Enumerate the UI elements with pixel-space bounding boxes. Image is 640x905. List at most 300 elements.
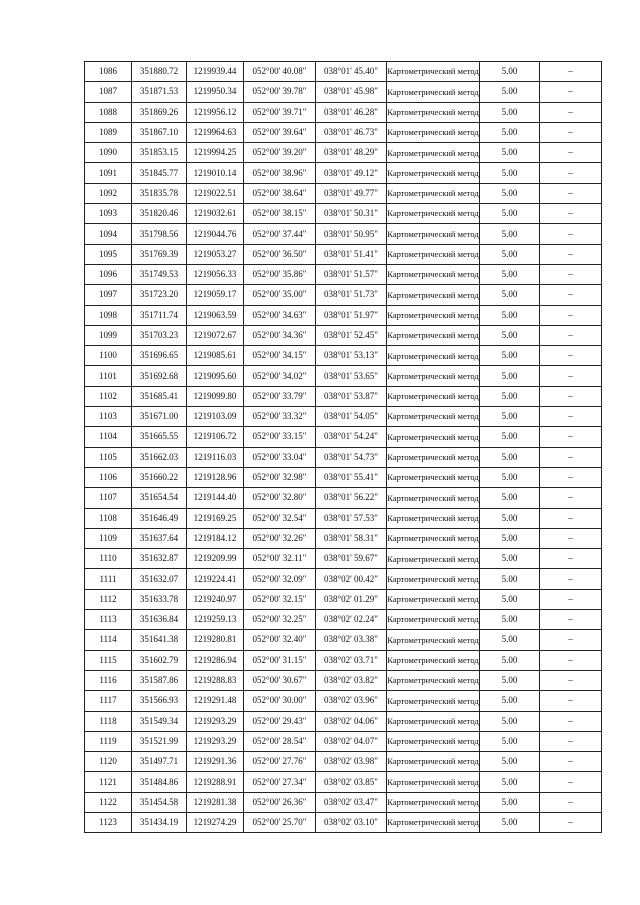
point-number-cell: 1101 bbox=[85, 366, 132, 386]
point-number-cell: 1118 bbox=[85, 711, 132, 731]
table-row bbox=[85, 488, 602, 508]
table-row bbox=[85, 752, 602, 772]
latitude-cell: 052°00' 31.15" bbox=[244, 650, 316, 670]
method-cell: Картометрический метод bbox=[387, 244, 480, 264]
coord-x-cell: 351633.78 bbox=[132, 589, 187, 609]
latitude-cell: 052°00' 30.67" bbox=[244, 670, 316, 690]
method-cell: Картометрический метод bbox=[387, 589, 480, 609]
table-row bbox=[85, 528, 602, 548]
table-row bbox=[85, 467, 602, 487]
point-number-cell: 1120 bbox=[85, 752, 132, 772]
note-cell: – bbox=[540, 569, 602, 589]
latitude-cell: 052°00' 35.00" bbox=[244, 285, 316, 305]
point-number-cell: 1105 bbox=[85, 447, 132, 467]
point-number-cell: 1110 bbox=[85, 549, 132, 569]
latitude-cell: 052°00' 37.44" bbox=[244, 224, 316, 244]
coord-x-cell: 351632.87 bbox=[132, 549, 187, 569]
note-cell: – bbox=[540, 102, 602, 122]
coord-y-cell: 1219072.67 bbox=[187, 325, 244, 345]
accuracy-cell: 5.00 bbox=[480, 467, 540, 487]
accuracy-cell: 5.00 bbox=[480, 508, 540, 528]
coord-x-cell: 351845.77 bbox=[132, 163, 187, 183]
table-row bbox=[85, 427, 602, 447]
note-cell: – bbox=[540, 407, 602, 427]
longitude-cell: 038°02' 03.47" bbox=[316, 792, 387, 812]
coord-x-cell: 351835.78 bbox=[132, 183, 187, 203]
accuracy-cell: 5.00 bbox=[480, 549, 540, 569]
coord-x-cell: 351636.84 bbox=[132, 610, 187, 630]
coord-y-cell: 1219116.03 bbox=[187, 447, 244, 467]
point-number-cell: 1119 bbox=[85, 731, 132, 751]
latitude-cell: 052°00' 32.40" bbox=[244, 630, 316, 650]
longitude-cell: 038°02' 03.82" bbox=[316, 670, 387, 690]
table-row bbox=[85, 630, 602, 650]
note-cell: – bbox=[540, 549, 602, 569]
note-cell: – bbox=[540, 386, 602, 406]
coord-y-cell: 1219964.63 bbox=[187, 122, 244, 142]
coord-x-cell: 351869.26 bbox=[132, 102, 187, 122]
note-cell: – bbox=[540, 163, 602, 183]
latitude-cell: 052°00' 33.32" bbox=[244, 407, 316, 427]
point-number-cell: 1090 bbox=[85, 143, 132, 163]
longitude-cell: 038°01' 57.53" bbox=[316, 508, 387, 528]
coord-y-cell: 1219259.13 bbox=[187, 610, 244, 630]
latitude-cell: 052°00' 38.96" bbox=[244, 163, 316, 183]
note-cell: – bbox=[540, 346, 602, 366]
accuracy-cell: 5.00 bbox=[480, 285, 540, 305]
coord-x-cell: 351880.72 bbox=[132, 62, 187, 82]
longitude-cell: 038°02' 04.07" bbox=[316, 731, 387, 751]
accuracy-cell: 5.00 bbox=[480, 224, 540, 244]
note-cell: – bbox=[540, 62, 602, 82]
point-number-cell: 1086 bbox=[85, 62, 132, 82]
note-cell: – bbox=[540, 812, 602, 832]
point-number-cell: 1104 bbox=[85, 427, 132, 447]
coord-x-cell: 351662.03 bbox=[132, 447, 187, 467]
longitude-cell: 038°01' 51.73" bbox=[316, 285, 387, 305]
point-number-cell: 1121 bbox=[85, 772, 132, 792]
note-cell: – bbox=[540, 772, 602, 792]
coordinates-table-body bbox=[85, 62, 602, 833]
longitude-cell: 038°02' 00.42" bbox=[316, 569, 387, 589]
coord-y-cell: 1219095.60 bbox=[187, 366, 244, 386]
longitude-cell: 038°01' 49.12" bbox=[316, 163, 387, 183]
method-cell: Картометрический метод bbox=[387, 812, 480, 832]
table-row bbox=[85, 82, 602, 102]
table-row bbox=[85, 163, 602, 183]
longitude-cell: 038°01' 54.24" bbox=[316, 427, 387, 447]
accuracy-cell: 5.00 bbox=[480, 366, 540, 386]
coord-x-cell: 351549.34 bbox=[132, 711, 187, 731]
coord-x-cell: 351867.10 bbox=[132, 122, 187, 142]
longitude-cell: 038°01' 54.73" bbox=[316, 447, 387, 467]
note-cell: – bbox=[540, 366, 602, 386]
note-cell: – bbox=[540, 82, 602, 102]
note-cell: – bbox=[540, 792, 602, 812]
coord-y-cell: 1219010.14 bbox=[187, 163, 244, 183]
method-cell: Картометрический метод bbox=[387, 752, 480, 772]
latitude-cell: 052°00' 29.43" bbox=[244, 711, 316, 731]
note-cell: – bbox=[540, 244, 602, 264]
note-cell: – bbox=[540, 204, 602, 224]
coord-y-cell: 1219291.48 bbox=[187, 691, 244, 711]
coord-y-cell: 1219032.61 bbox=[187, 204, 244, 224]
method-cell: Картометрический метод bbox=[387, 549, 480, 569]
accuracy-cell: 5.00 bbox=[480, 772, 540, 792]
method-cell: Картометрический метод bbox=[387, 630, 480, 650]
method-cell: Картометрический метод bbox=[387, 102, 480, 122]
latitude-cell: 052°00' 33.04" bbox=[244, 447, 316, 467]
longitude-cell: 038°02' 03.71" bbox=[316, 650, 387, 670]
latitude-cell: 052°00' 36.50" bbox=[244, 244, 316, 264]
note-cell: – bbox=[540, 589, 602, 609]
table-row bbox=[85, 731, 602, 751]
accuracy-cell: 5.00 bbox=[480, 62, 540, 82]
longitude-cell: 038°01' 46.28" bbox=[316, 102, 387, 122]
latitude-cell: 052°00' 38.15" bbox=[244, 204, 316, 224]
point-number-cell: 1103 bbox=[85, 407, 132, 427]
accuracy-cell: 5.00 bbox=[480, 264, 540, 284]
latitude-cell: 052°00' 32.15" bbox=[244, 589, 316, 609]
coord-y-cell: 1219085.61 bbox=[187, 346, 244, 366]
note-cell: – bbox=[540, 731, 602, 751]
longitude-cell: 038°01' 48.29" bbox=[316, 143, 387, 163]
latitude-cell: 052°00' 30.00" bbox=[244, 691, 316, 711]
longitude-cell: 038°01' 51.97" bbox=[316, 305, 387, 325]
coord-y-cell: 1219128.96 bbox=[187, 467, 244, 487]
coord-y-cell: 1219063.59 bbox=[187, 305, 244, 325]
point-number-cell: 1107 bbox=[85, 488, 132, 508]
coord-y-cell: 1219106.72 bbox=[187, 427, 244, 447]
longitude-cell: 038°01' 49.77" bbox=[316, 183, 387, 203]
coord-x-cell: 351587.86 bbox=[132, 670, 187, 690]
coord-y-cell: 1219184.12 bbox=[187, 528, 244, 548]
table-row bbox=[85, 812, 602, 832]
method-cell: Картометрический метод bbox=[387, 569, 480, 589]
coord-y-cell: 1219053.27 bbox=[187, 244, 244, 264]
coord-x-cell: 351434.19 bbox=[132, 812, 187, 832]
note-cell: – bbox=[540, 752, 602, 772]
coord-x-cell: 351703.23 bbox=[132, 325, 187, 345]
note-cell: – bbox=[540, 670, 602, 690]
table-row bbox=[85, 386, 602, 406]
coord-y-cell: 1219240.97 bbox=[187, 589, 244, 609]
coord-y-cell: 1219939.44 bbox=[187, 62, 244, 82]
coord-y-cell: 1219288.91 bbox=[187, 772, 244, 792]
coord-x-cell: 351602.79 bbox=[132, 650, 187, 670]
note-cell: – bbox=[540, 610, 602, 630]
method-cell: Картометрический метод bbox=[387, 407, 480, 427]
accuracy-cell: 5.00 bbox=[480, 670, 540, 690]
point-number-cell: 1088 bbox=[85, 102, 132, 122]
point-number-cell: 1112 bbox=[85, 589, 132, 609]
point-number-cell: 1087 bbox=[85, 82, 132, 102]
accuracy-cell: 5.00 bbox=[480, 183, 540, 203]
latitude-cell: 052°00' 34.36" bbox=[244, 325, 316, 345]
latitude-cell: 052°00' 27.76" bbox=[244, 752, 316, 772]
table-row bbox=[85, 143, 602, 163]
table-row bbox=[85, 589, 602, 609]
latitude-cell: 052°00' 39.78" bbox=[244, 82, 316, 102]
method-cell: Картометрический метод bbox=[387, 467, 480, 487]
coord-y-cell: 1219056.33 bbox=[187, 264, 244, 284]
method-cell: Картометрический метод bbox=[387, 143, 480, 163]
latitude-cell: 052°00' 27.34" bbox=[244, 772, 316, 792]
latitude-cell: 052°00' 33.15" bbox=[244, 427, 316, 447]
coord-x-cell: 351665.55 bbox=[132, 427, 187, 447]
accuracy-cell: 5.00 bbox=[480, 569, 540, 589]
table-row bbox=[85, 549, 602, 569]
method-cell: Картометрический метод bbox=[387, 264, 480, 284]
longitude-cell: 038°01' 46.73" bbox=[316, 122, 387, 142]
coord-x-cell: 351646.49 bbox=[132, 508, 187, 528]
coord-y-cell: 1219280.81 bbox=[187, 630, 244, 650]
coord-y-cell: 1219209.99 bbox=[187, 549, 244, 569]
table-row bbox=[85, 772, 602, 792]
accuracy-cell: 5.00 bbox=[480, 447, 540, 467]
table-row bbox=[85, 711, 602, 731]
point-number-cell: 1106 bbox=[85, 467, 132, 487]
coord-x-cell: 351723.20 bbox=[132, 285, 187, 305]
accuracy-cell: 5.00 bbox=[480, 610, 540, 630]
longitude-cell: 038°01' 53.87" bbox=[316, 386, 387, 406]
method-cell: Картометрический метод bbox=[387, 650, 480, 670]
accuracy-cell: 5.00 bbox=[480, 407, 540, 427]
longitude-cell: 038°01' 58.31" bbox=[316, 528, 387, 548]
coord-x-cell: 351769.39 bbox=[132, 244, 187, 264]
table-row bbox=[85, 670, 602, 690]
coord-y-cell: 1219281.38 bbox=[187, 792, 244, 812]
coord-y-cell: 1219224.41 bbox=[187, 569, 244, 589]
note-cell: – bbox=[540, 691, 602, 711]
method-cell: Картометрический метод bbox=[387, 670, 480, 690]
accuracy-cell: 5.00 bbox=[480, 427, 540, 447]
coord-x-cell: 351853.15 bbox=[132, 143, 187, 163]
method-cell: Картометрический метод bbox=[387, 204, 480, 224]
coord-x-cell: 351654.54 bbox=[132, 488, 187, 508]
point-number-cell: 1095 bbox=[85, 244, 132, 264]
method-cell: Картометрический метод bbox=[387, 325, 480, 345]
latitude-cell: 052°00' 32.80" bbox=[244, 488, 316, 508]
coord-y-cell: 1219099.80 bbox=[187, 386, 244, 406]
point-number-cell: 1123 bbox=[85, 812, 132, 832]
note-cell: – bbox=[540, 143, 602, 163]
note-cell: – bbox=[540, 325, 602, 345]
method-cell: Картометрический метод bbox=[387, 772, 480, 792]
point-number-cell: 1091 bbox=[85, 163, 132, 183]
note-cell: – bbox=[540, 224, 602, 244]
latitude-cell: 052°00' 28.54" bbox=[244, 731, 316, 751]
latitude-cell: 052°00' 32.09" bbox=[244, 569, 316, 589]
coord-y-cell: 1219059.17 bbox=[187, 285, 244, 305]
accuracy-cell: 5.00 bbox=[480, 325, 540, 345]
table-row bbox=[85, 407, 602, 427]
coord-y-cell: 1219022.51 bbox=[187, 183, 244, 203]
longitude-cell: 038°02' 03.98" bbox=[316, 752, 387, 772]
point-number-cell: 1099 bbox=[85, 325, 132, 345]
point-number-cell: 1116 bbox=[85, 670, 132, 690]
coord-x-cell: 351454.58 bbox=[132, 792, 187, 812]
latitude-cell: 052°00' 32.11" bbox=[244, 549, 316, 569]
latitude-cell: 052°00' 33.79" bbox=[244, 386, 316, 406]
accuracy-cell: 5.00 bbox=[480, 488, 540, 508]
note-cell: – bbox=[540, 264, 602, 284]
latitude-cell: 052°00' 26.36" bbox=[244, 792, 316, 812]
longitude-cell: 038°02' 03.10" bbox=[316, 812, 387, 832]
accuracy-cell: 5.00 bbox=[480, 82, 540, 102]
longitude-cell: 038°01' 51.41" bbox=[316, 244, 387, 264]
method-cell: Картометрический метод bbox=[387, 488, 480, 508]
coord-y-cell: 1219293.29 bbox=[187, 711, 244, 731]
point-number-cell: 1100 bbox=[85, 346, 132, 366]
table-row bbox=[85, 264, 602, 284]
coord-x-cell: 351497.71 bbox=[132, 752, 187, 772]
longitude-cell: 038°01' 53.13" bbox=[316, 346, 387, 366]
coord-x-cell: 351685.41 bbox=[132, 386, 187, 406]
accuracy-cell: 5.00 bbox=[480, 305, 540, 325]
coord-y-cell: 1219286.94 bbox=[187, 650, 244, 670]
accuracy-cell: 5.00 bbox=[480, 386, 540, 406]
accuracy-cell: 5.00 bbox=[480, 122, 540, 142]
latitude-cell: 052°00' 40.08" bbox=[244, 62, 316, 82]
table-row bbox=[85, 691, 602, 711]
method-cell: Картометрический метод bbox=[387, 163, 480, 183]
longitude-cell: 038°02' 04.06" bbox=[316, 711, 387, 731]
table-row bbox=[85, 204, 602, 224]
method-cell: Картометрический метод bbox=[387, 82, 480, 102]
coord-x-cell: 351660.22 bbox=[132, 467, 187, 487]
latitude-cell: 052°00' 38.64" bbox=[244, 183, 316, 203]
longitude-cell: 038°02' 03.96" bbox=[316, 691, 387, 711]
method-cell: Картометрический метод bbox=[387, 285, 480, 305]
method-cell: Картометрический метод bbox=[387, 610, 480, 630]
longitude-cell: 038°01' 50.31" bbox=[316, 204, 387, 224]
point-number-cell: 1094 bbox=[85, 224, 132, 244]
longitude-cell: 038°01' 45.98" bbox=[316, 82, 387, 102]
coord-x-cell: 351798.56 bbox=[132, 224, 187, 244]
accuracy-cell: 5.00 bbox=[480, 204, 540, 224]
note-cell: – bbox=[540, 508, 602, 528]
accuracy-cell: 5.00 bbox=[480, 650, 540, 670]
note-cell: – bbox=[540, 528, 602, 548]
table-row bbox=[85, 792, 602, 812]
latitude-cell: 052°00' 34.63" bbox=[244, 305, 316, 325]
latitude-cell: 052°00' 32.26" bbox=[244, 528, 316, 548]
note-cell: – bbox=[540, 447, 602, 467]
table-row bbox=[85, 610, 602, 630]
method-cell: Картометрический метод bbox=[387, 447, 480, 467]
coordinates-table bbox=[84, 61, 602, 833]
coord-x-cell: 351671.00 bbox=[132, 407, 187, 427]
coord-x-cell: 351632.07 bbox=[132, 569, 187, 589]
point-number-cell: 1113 bbox=[85, 610, 132, 630]
coord-x-cell: 351820.46 bbox=[132, 204, 187, 224]
table-row bbox=[85, 650, 602, 670]
latitude-cell: 052°00' 35.86" bbox=[244, 264, 316, 284]
method-cell: Картометрический метод bbox=[387, 711, 480, 731]
coord-y-cell: 1219950.34 bbox=[187, 82, 244, 102]
method-cell: Картометрический метод bbox=[387, 183, 480, 203]
coord-y-cell: 1219169.25 bbox=[187, 508, 244, 528]
point-number-cell: 1108 bbox=[85, 508, 132, 528]
accuracy-cell: 5.00 bbox=[480, 143, 540, 163]
longitude-cell: 038°01' 53.65" bbox=[316, 366, 387, 386]
accuracy-cell: 5.00 bbox=[480, 163, 540, 183]
table-row bbox=[85, 508, 602, 528]
latitude-cell: 052°00' 39.20" bbox=[244, 143, 316, 163]
note-cell: – bbox=[540, 650, 602, 670]
table-row bbox=[85, 569, 602, 589]
latitude-cell: 052°00' 25.70" bbox=[244, 812, 316, 832]
coord-y-cell: 1219288.83 bbox=[187, 670, 244, 690]
note-cell: – bbox=[540, 630, 602, 650]
point-number-cell: 1114 bbox=[85, 630, 132, 650]
table-row bbox=[85, 224, 602, 244]
latitude-cell: 052°00' 32.54" bbox=[244, 508, 316, 528]
longitude-cell: 038°01' 45.40" bbox=[316, 62, 387, 82]
method-cell: Картометрический метод bbox=[387, 792, 480, 812]
latitude-cell: 052°00' 34.02" bbox=[244, 366, 316, 386]
coord-y-cell: 1219293.29 bbox=[187, 731, 244, 751]
point-number-cell: 1096 bbox=[85, 264, 132, 284]
coord-y-cell: 1219274.29 bbox=[187, 812, 244, 832]
longitude-cell: 038°02' 02.24" bbox=[316, 610, 387, 630]
table-row bbox=[85, 366, 602, 386]
point-number-cell: 1115 bbox=[85, 650, 132, 670]
longitude-cell: 038°01' 59.67" bbox=[316, 549, 387, 569]
accuracy-cell: 5.00 bbox=[480, 244, 540, 264]
coord-y-cell: 1219956.12 bbox=[187, 102, 244, 122]
accuracy-cell: 5.00 bbox=[480, 752, 540, 772]
point-number-cell: 1097 bbox=[85, 285, 132, 305]
table-row bbox=[85, 122, 602, 142]
latitude-cell: 052°00' 39.71" bbox=[244, 102, 316, 122]
coord-x-cell: 351566.93 bbox=[132, 691, 187, 711]
table-row bbox=[85, 183, 602, 203]
latitude-cell: 052°00' 39.64" bbox=[244, 122, 316, 142]
point-number-cell: 1122 bbox=[85, 792, 132, 812]
note-cell: – bbox=[540, 427, 602, 447]
table-row bbox=[85, 244, 602, 264]
method-cell: Картометрический метод bbox=[387, 62, 480, 82]
note-cell: – bbox=[540, 488, 602, 508]
coord-x-cell: 351692.68 bbox=[132, 366, 187, 386]
method-cell: Картометрический метод bbox=[387, 386, 480, 406]
latitude-cell: 052°00' 32.25" bbox=[244, 610, 316, 630]
accuracy-cell: 5.00 bbox=[480, 792, 540, 812]
point-number-cell: 1098 bbox=[85, 305, 132, 325]
table-row bbox=[85, 305, 602, 325]
method-cell: Картометрический метод bbox=[387, 691, 480, 711]
accuracy-cell: 5.00 bbox=[480, 812, 540, 832]
point-number-cell: 1089 bbox=[85, 122, 132, 142]
table-row bbox=[85, 62, 602, 82]
coord-x-cell: 351871.53 bbox=[132, 82, 187, 102]
latitude-cell: 052°00' 34.15" bbox=[244, 346, 316, 366]
coord-x-cell: 351521.99 bbox=[132, 731, 187, 751]
method-cell: Картометрический метод bbox=[387, 122, 480, 142]
point-number-cell: 1111 bbox=[85, 569, 132, 589]
note-cell: – bbox=[540, 285, 602, 305]
accuracy-cell: 5.00 bbox=[480, 711, 540, 731]
note-cell: – bbox=[540, 711, 602, 731]
table-row bbox=[85, 447, 602, 467]
coord-y-cell: 1219144.40 bbox=[187, 488, 244, 508]
method-cell: Картометрический метод bbox=[387, 305, 480, 325]
accuracy-cell: 5.00 bbox=[480, 102, 540, 122]
coord-x-cell: 351484.86 bbox=[132, 772, 187, 792]
point-number-cell: 1092 bbox=[85, 183, 132, 203]
